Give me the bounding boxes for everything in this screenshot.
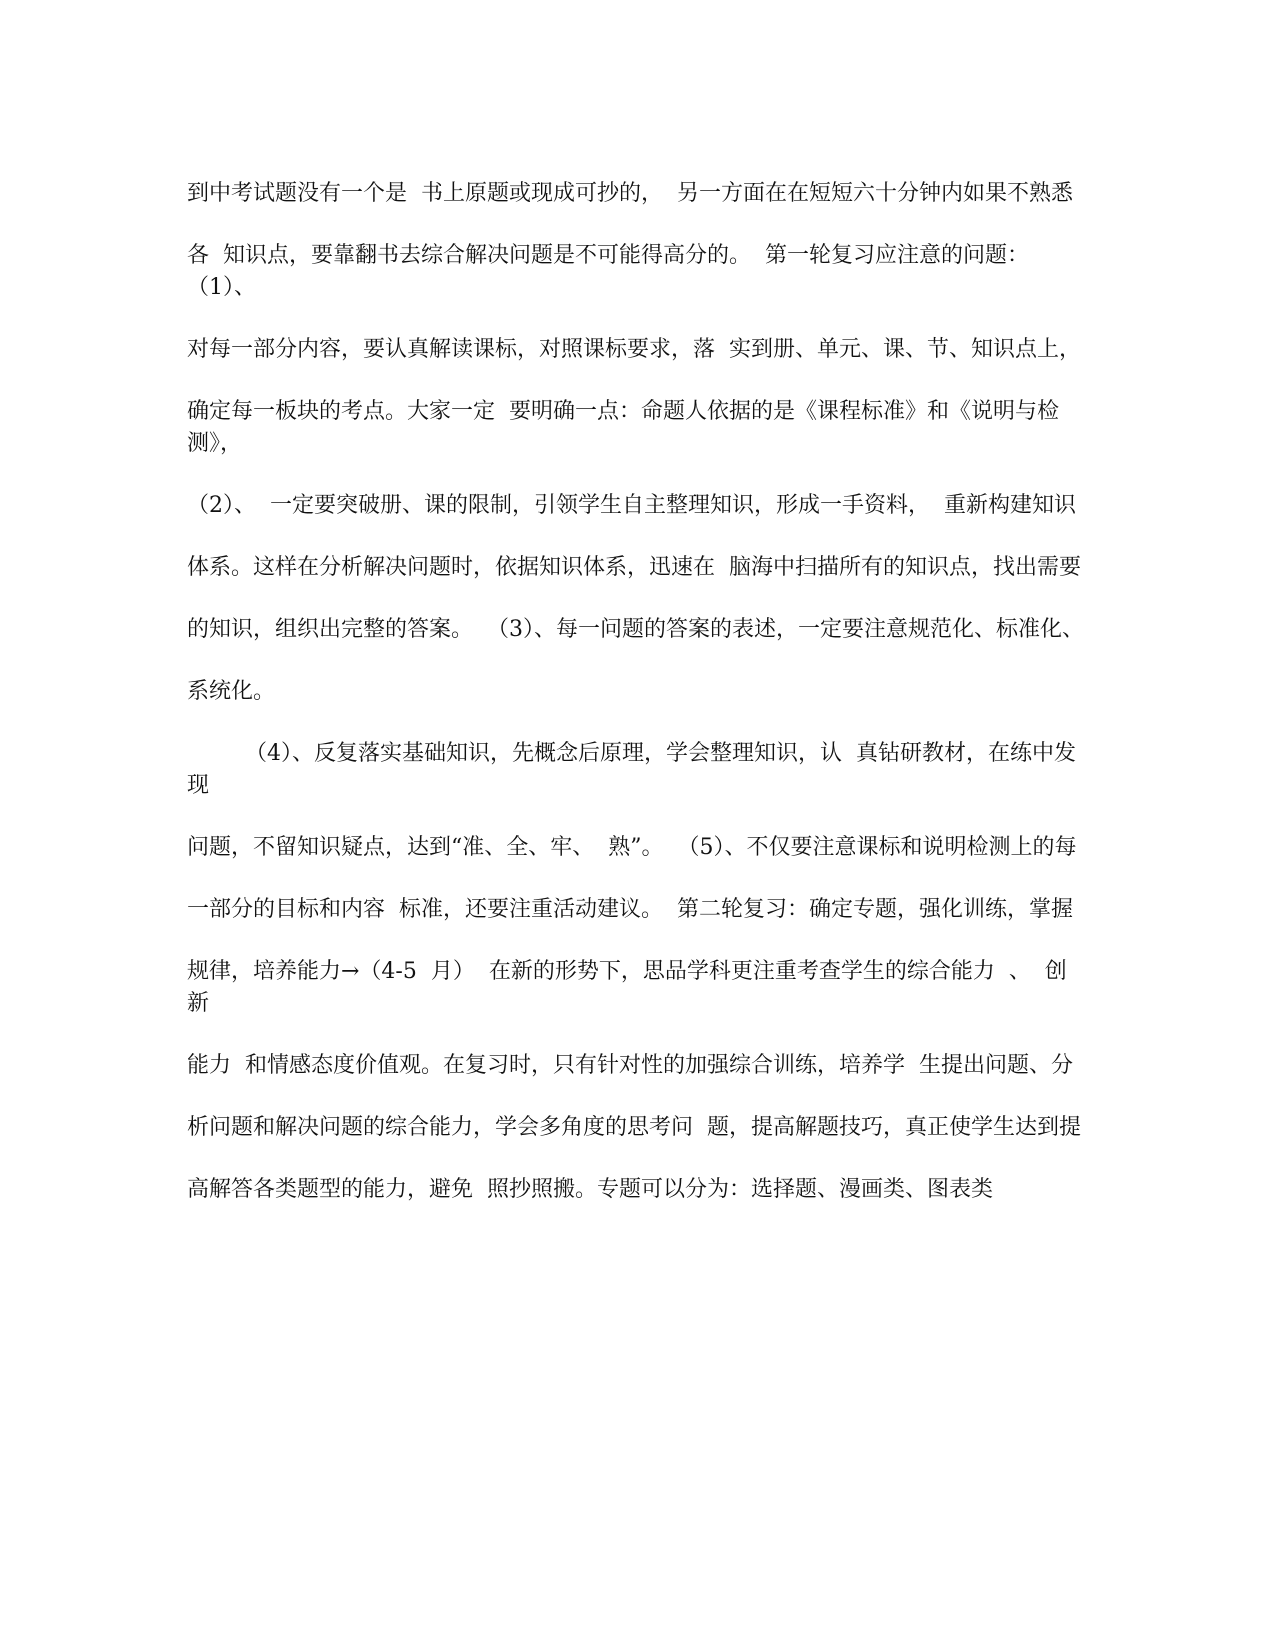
paragraph-9: （4）、反复落实基础知识，先概念后原理，学会整理知识，认 真钻研教材，在练中发现 [187, 741, 1076, 798]
paragraph-8: 系统化。 [187, 679, 276, 704]
paragraph-4: 确定每一板块的考点。大家一定 要明确一点：命题人依据的是《课程标准》和《说明与检测》， [187, 399, 1059, 456]
document-body [187, 178, 1087, 1236]
paragraph-15: 高解答各类题型的能力，避免 照抄照搬。专题可以分为：选择题、漫画类、图表类 [187, 1177, 993, 1202]
paragraph-1: 到中考试题没有一个是 书上原题或现成可抄的， 另一方面在在短短六十分钟内如果不熟悉 [187, 181, 1073, 206]
paragraph-14: 析问题和解决问题的综合能力，学会多角度的思考问 题，提高解题技巧，真正使学生达到提 [187, 1115, 1081, 1140]
paragraph-5: （2）、 一定要突破册、课的限制，引领学生自主整理知识，形成一手资料， 重新构建知识 [187, 493, 1076, 518]
paragraph-12: 规律，培养能力→（4-5 月） 在新的形势下，思品学科更注重考查学生的综合能力 、 创新 [187, 959, 1067, 1016]
paragraph-2: 各 知识点，要靠翻书去综合解决问题是不可能得高分的。 第一轮复习应注意的问题： （1）、 [187, 243, 1043, 300]
paragraph-7: 的知识，组织出完整的答案。 （3）、每一问题的答案的表述，一定要注意规范化、标准化、 [187, 617, 1084, 642]
paragraph-11: 一部分的目标和内容 标准，还要注重活动建议。 第二轮复习：确定专题，强化训练，掌握 [187, 897, 1073, 922]
paragraph-13: 能力 和情感态度价值观。在复习时，只有针对性的加强综合训练，培养学 生提出问题、分 [187, 1053, 1073, 1078]
paragraph-6: 体系。这样在分析解决问题时，依据知识体系，迅速在 脑海中扫描所有的知识点，找出需要 [187, 555, 1081, 580]
paragraph-3: 对每一部分内容，要认真解读课标，对照课标要求，落 实到册、单元、课、节、知识点上， [187, 337, 1081, 362]
paragraph-10: 问题，不留知识疑点，达到“准、全、牢、 熟”。 （5）、不仅要注意课标和说明检测上的每 [187, 835, 1077, 860]
